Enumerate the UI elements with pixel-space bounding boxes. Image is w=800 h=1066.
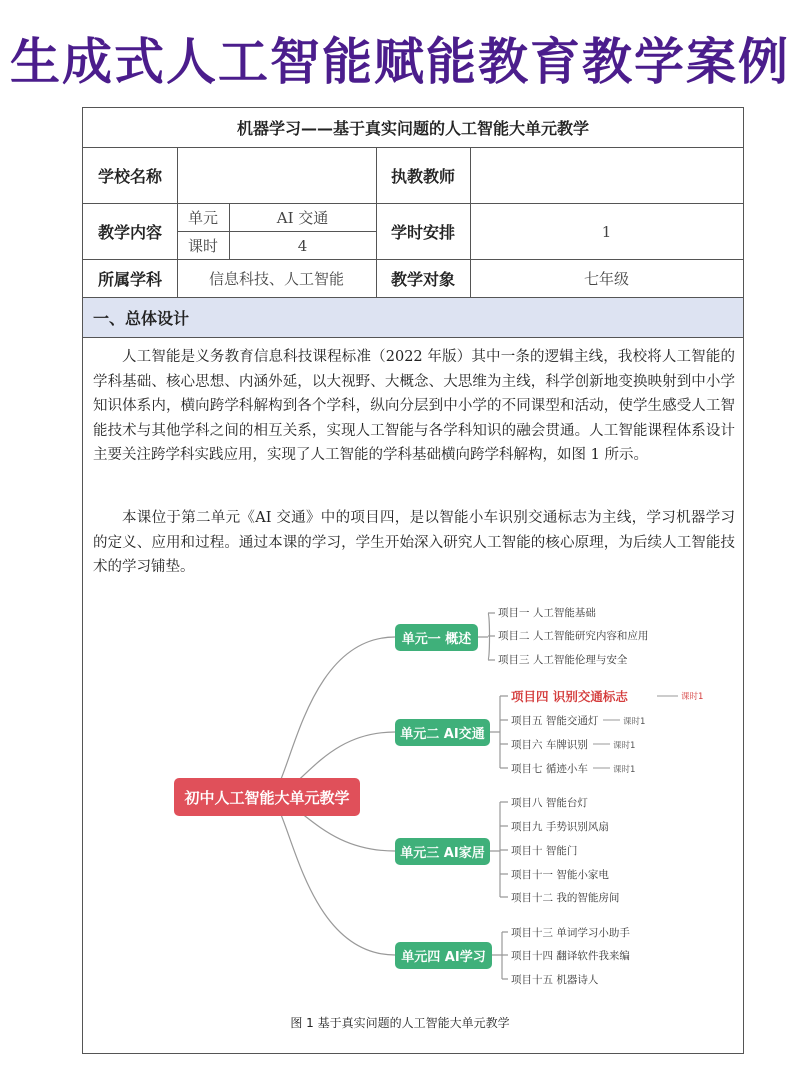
- body-paragraph-2: 本课位于第二单元《AI 交通》中的项目四，是以智能小车识别交通标志为主线，学习机器学习的定义、应用和过程。通过本课的学习，学生开始深入研究人工智能的核心原理，为后续人工智能技术的学习铺垫。: [93, 510, 735, 575]
- schedule-value: 1: [601, 222, 612, 241]
- mindmap-item: 项目十五 机器诗人: [511, 974, 599, 986]
- mindmap-root: 初中人工智能大单元教学: [174, 778, 360, 816]
- mindmap-unit-4: 单元四 AI学习: [395, 942, 492, 969]
- mindmap-item-note: 课时1: [623, 717, 646, 727]
- mindmap-item: 项目六 车牌识别: [511, 739, 588, 751]
- teacher-label: 执教教师: [390, 167, 455, 186]
- school-label: 学校名称: [97, 167, 162, 186]
- mindmap-unit-3: 单元三 AI家居: [395, 838, 490, 865]
- subject-label: 所属学科: [97, 270, 162, 289]
- figure-caption: 图 1 基于真实问题的人工智能大单元教学: [290, 1016, 510, 1030]
- mindmap-unit-1: 单元一 概述: [395, 624, 478, 651]
- target-value: 七年级: [583, 270, 629, 288]
- mindmap-item: 项目五 智能交通灯: [511, 715, 599, 727]
- mindmap-item: 项目十一 智能小家电: [511, 869, 609, 881]
- lesson-value: 4: [297, 236, 308, 255]
- schedule-label: 学时安排: [390, 223, 455, 242]
- content-label: 教学内容: [97, 223, 162, 242]
- mindmap-item: 项目二 人工智能研究内容和应用: [498, 630, 649, 642]
- mindmap-item: 项目七 循迹小车: [511, 763, 588, 775]
- body-paragraph-1: 人工智能是义务教育信息科技课程标准（2022 年版）其中一条的逻辑主线，我校将人工智能的学科基础、核心思想、内涵外延，以大视野、大概念、大思维为主线，科学创新地变换映射到中小学知识体系内，横向跨学科解构到各个学科，纵向分层到中小学的不同课型和活动，使学生感受人工智能技术与其他学科之间的相互关系，实现人工智能与各学科知识的融会贯通。人工智能课程体系设计主要关注跨学科实践应用，实现了人工智能的学科基础横向跨学科解构，如图 1 所示。: [93, 349, 735, 463]
- page-title: 生成式人工智能赋能教育教学案例: [10, 33, 790, 91]
- mindmap-item: 项目一 人工智能基础: [498, 607, 596, 619]
- mindmap-item-highlight: 项目四 识别交通标志: [511, 689, 628, 704]
- mindmap-item: 项目九 手势识别风扇: [511, 821, 609, 833]
- mindmap-item: 项目八 智能台灯: [511, 797, 588, 809]
- lesson-label: 课时: [187, 237, 218, 255]
- mindmap-item: 项目十三 单词学习小助手: [511, 927, 630, 939]
- section-heading: 一、总体设计: [83, 298, 743, 338]
- unit-value: AI 交通: [276, 209, 329, 227]
- mindmap-item: 项目三 人工智能伦理与安全: [498, 654, 628, 666]
- mindmap-item: 项目十二 我的智能房间: [511, 892, 620, 904]
- mindmap-item-note: 课时1: [681, 692, 704, 702]
- mindmap-item-note: 课时1: [613, 741, 636, 751]
- unit-label: 单元: [187, 209, 218, 227]
- mindmap-item: 项目十 智能门: [511, 845, 578, 857]
- mindmap-item-note: 课时1: [613, 765, 636, 775]
- case-title: 机器学习——基于真实问题的人工智能大单元教学: [236, 119, 589, 138]
- mindmap-unit-2: 单元二 AI交通: [395, 719, 490, 746]
- target-label: 教学对象: [390, 270, 455, 289]
- subject-value: 信息科技、人工智能: [208, 270, 344, 288]
- mindmap-item: 项目十四 翻译软件我来编: [511, 950, 630, 962]
